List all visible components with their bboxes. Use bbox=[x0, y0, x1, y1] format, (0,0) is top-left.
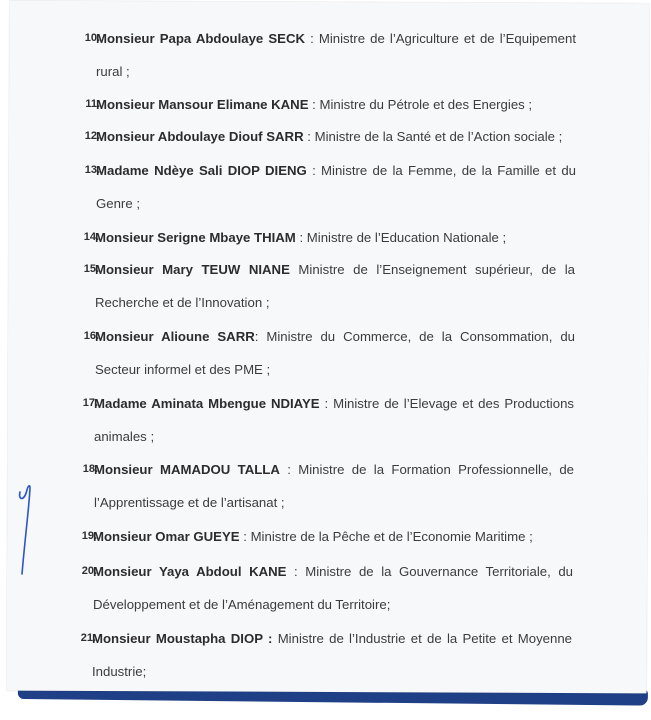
minister-name: Monsieur Yaya Abdoul KANE bbox=[93, 564, 287, 579]
item-number: 15. bbox=[83, 263, 99, 275]
list-item bbox=[73, 520, 573, 553]
ministry-title: : Ministre du Pétrole et des Energies ; bbox=[308, 97, 533, 112]
ministry-title: : Ministre de la Formation Professionnelle, de l’Apprentissage et de l’artisanat ; bbox=[94, 462, 574, 510]
ministry-title: : Ministre de la Femme, de la Famille et du Genre ; bbox=[96, 163, 576, 211]
minister-name: Monsieur Mary TEUW NIANE bbox=[95, 262, 290, 277]
ministry-title: : Ministre de la Pêche et de l’Economie Maritime ; bbox=[239, 529, 533, 544]
list-item bbox=[75, 221, 575, 254]
minister-name: Monsieur Serigne Mbaye THIAM bbox=[95, 230, 296, 245]
list-item bbox=[75, 320, 575, 386]
item-number: 10. bbox=[84, 32, 100, 44]
item-number: 14. bbox=[83, 231, 99, 243]
list-item bbox=[72, 622, 572, 688]
item-number: 12. bbox=[84, 130, 100, 142]
item-number: 19. bbox=[81, 530, 97, 542]
minister-name: Madame Ndèye Sali DIOP DIENG bbox=[96, 163, 307, 178]
ministry-title: : Ministre de la Gouvernance Territoriale, du Développement et de l’Aménagement du Territoire; bbox=[93, 564, 573, 612]
item-number: 21. bbox=[80, 632, 96, 644]
ministry-title: : Ministre de l’Agriculture et de l’Equipement rural ; bbox=[96, 31, 576, 79]
list-item bbox=[74, 387, 574, 453]
ministry-title: : Ministre de la Santé et de l’Action sociale ; bbox=[303, 129, 563, 144]
ministry-title: : Ministre de l’Education Nationale ; bbox=[295, 230, 507, 245]
list-item bbox=[76, 88, 576, 121]
ministry-title: : Ministre du Commerce, de la Consommation, du Secteur informel et des PME ; bbox=[95, 329, 575, 377]
minister-name: Madame Aminata Mbengue NDIAYE bbox=[94, 396, 320, 411]
minister-name: Monsieur Alioune SARR bbox=[95, 329, 255, 344]
list-item bbox=[73, 555, 573, 621]
ministry-title: Ministre de l’Industrie et de la Petite et Moyenne Industrie; bbox=[92, 631, 572, 679]
item-number: 20. bbox=[81, 565, 97, 577]
minister-name: Monsieur Papa Abdoulaye SECK bbox=[96, 31, 305, 46]
list-item bbox=[74, 453, 574, 519]
item-number: 17. bbox=[82, 397, 98, 409]
minister-name: Monsieur MAMADOU TALLA bbox=[94, 462, 280, 477]
item-number: 16. bbox=[83, 330, 99, 342]
item-number: 13. bbox=[84, 164, 100, 176]
minister-name: Monsieur Abdoulaye Diouf SARR bbox=[96, 129, 304, 144]
ministry-title: Ministre de l’Enseignement supérieur, de la Recherche et de l’Innovation ; bbox=[95, 262, 575, 310]
minister-name: Monsieur Mansour Elimane KANE bbox=[96, 97, 309, 112]
item-number: 18. bbox=[82, 463, 98, 475]
ministry-title: : Ministre de l’Elevage et des Productions animales ; bbox=[94, 396, 575, 444]
minister-name: Monsieur Moustapha DIOP : bbox=[92, 631, 273, 646]
list-item bbox=[75, 253, 575, 319]
list-item bbox=[76, 154, 576, 220]
item-number: 11. bbox=[85, 98, 100, 110]
list-item bbox=[76, 120, 576, 153]
handwritten-initial-mark bbox=[14, 478, 38, 578]
list-item bbox=[76, 22, 576, 88]
minister-name: Monsieur Omar GUEYE bbox=[93, 529, 240, 544]
